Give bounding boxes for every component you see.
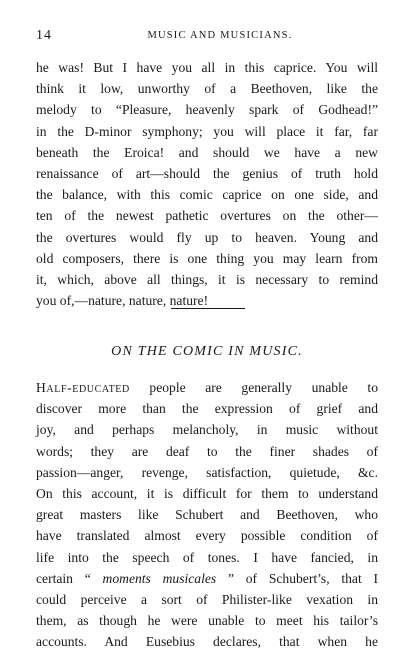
text-line: On this account, it is difficult for them to understand xyxy=(36,486,378,502)
section-divider-rule xyxy=(171,308,245,309)
text-line: renaissance of art—should the genius of truth hold xyxy=(36,166,378,182)
section-title: ON THE COMIC IN MUSIC. xyxy=(111,344,303,359)
text-line: joy, and perhaps melancholy, in music without xyxy=(36,422,378,438)
text-line: discover more than the expression of grief and xyxy=(36,401,378,417)
text-line: old composers, there is one thing you may learn from xyxy=(36,250,378,266)
text-line: you of,—nature, nature, nature! xyxy=(36,293,209,309)
text-line: life into the speech of tones. I have fancied, in xyxy=(36,549,378,565)
text-fragment: ” of Schubert’s, that I xyxy=(216,570,379,586)
text-fragment: people are generally unable to xyxy=(129,380,378,395)
text-line: the balance, with this comic caprice on one side, and xyxy=(36,187,378,203)
text-line-opening xyxy=(36,377,378,398)
italic-phrase: moments musicales xyxy=(102,570,217,586)
paragraph-continuation xyxy=(36,57,378,311)
paragraph-section-start xyxy=(36,377,378,653)
text-line: in the D-minor symphony; you will place it far, far xyxy=(36,123,378,139)
small-caps-lead: Half-educated xyxy=(36,380,130,395)
text-line: have translated almost every possible condition of xyxy=(36,528,378,544)
text-line: melody to “Pleasure, heavenly spark of Godhead!” xyxy=(36,102,378,118)
text-line: beneath the Eroica! and should we have a new xyxy=(36,144,378,160)
text-line-with-italic xyxy=(36,568,378,589)
page-header xyxy=(36,28,376,44)
text-line: ten of the newest pathetic overtures on the other— xyxy=(36,208,378,224)
text-line: he was! But I have you all in this caprice. You will xyxy=(36,60,378,75)
text-line: could perceive a sort of Philister-like vexation in xyxy=(36,592,378,608)
text-line: the overtures would fly up to heaven. Young and xyxy=(36,229,378,245)
text-line: words; they are deaf to the finer shades of xyxy=(36,443,378,459)
running-head: MUSIC AND MUSICIANS. xyxy=(147,30,293,41)
text-line: think it low, unworthy of a Beethoven, like the xyxy=(36,81,378,97)
text-line: them, as though he were unable to meet his tailor’s xyxy=(36,613,378,629)
text-fragment: certain “ xyxy=(36,570,103,586)
page-number: 14 xyxy=(36,28,52,43)
text-line: great masters like Schubert and Beethoven, who xyxy=(36,507,378,523)
text-line: it, which, above all things, it is necessary to remind xyxy=(36,272,378,288)
text-line: passion—anger, revenge, satisfaction, quietude, &c. xyxy=(36,464,378,480)
text-line: accounts. And Eusebius declares, that when he xyxy=(36,634,378,650)
